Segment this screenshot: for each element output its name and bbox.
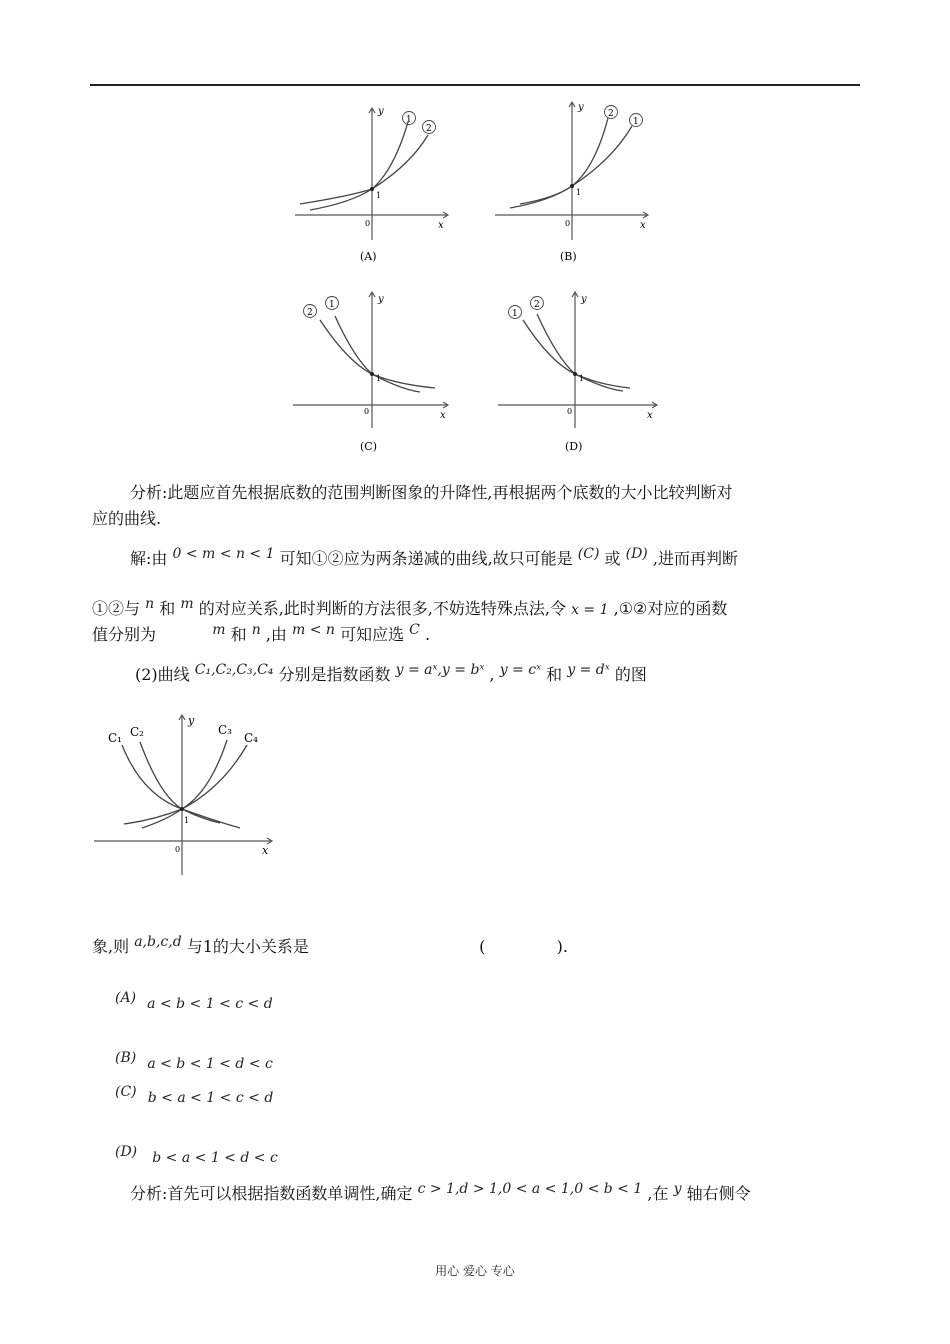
graph-caption: (D) — [565, 440, 583, 453]
or-text: 或 — [604, 549, 621, 568]
option-expr: b < a < 1 < d < c — [152, 1150, 278, 1166]
origin-label: 0 — [365, 219, 371, 228]
answer-blank: ( ). — [479, 937, 568, 956]
graph-a — [290, 100, 460, 270]
graph-caption: (A) — [360, 250, 377, 263]
graph-four-curves — [92, 710, 282, 882]
func-expr: y = aˣ,y = bˣ — [395, 662, 485, 678]
text-span: ,由 — [265, 625, 287, 644]
text-span: 象,则 — [92, 937, 130, 956]
text-span: 与1的大小关系是 — [186, 937, 309, 956]
curves-expr: C₁,C₂,C₃,C₄ — [194, 662, 274, 678]
condition-expr: c > 1,d > 1,0 < a < 1,0 < b < 1 — [417, 1181, 643, 1197]
option-label: (B) — [115, 1050, 137, 1066]
option-d-ref: (D) — [625, 546, 648, 562]
text-span: 和 — [546, 665, 563, 684]
graph-caption: (C) — [360, 440, 377, 453]
svg-text:y: y — [378, 294, 384, 305]
option-a — [115, 992, 273, 1015]
option-expr: a < b < 1 < c < d — [147, 996, 273, 1012]
svg-text:1: 1 — [579, 374, 585, 383]
option-label: (D) — [115, 1144, 138, 1160]
var-y: y — [673, 1181, 682, 1197]
svg-text:2: 2 — [534, 300, 540, 310]
y-axis-label: y — [188, 714, 195, 727]
svg-text:0: 0 — [565, 219, 571, 228]
text-span: ,在 — [647, 1184, 669, 1203]
curve-label-2: 2 — [426, 124, 432, 134]
svg-text:x: x — [647, 410, 653, 421]
text-span: 分析:首先可以根据指数函数单调性,确定 — [130, 1184, 413, 1203]
option-b — [115, 1052, 273, 1075]
text-span: 和 — [159, 599, 176, 618]
svg-text:y: y — [581, 294, 587, 305]
text-span: 和 — [230, 625, 247, 644]
x-axis-label: x — [438, 220, 444, 231]
text-span: , — [489, 665, 495, 684]
origin-label: 0 — [175, 845, 181, 854]
option-label: (C) — [115, 1084, 137, 1100]
comparison-expr: m < n — [292, 622, 335, 638]
svg-text:y: y — [578, 102, 584, 113]
solution-mid: 可知①②应为两条递减的曲线,故只可能是 — [279, 549, 573, 568]
svg-text:1: 1 — [376, 374, 382, 383]
curve-label-c1: C₁ — [108, 731, 122, 745]
text-span: (2)曲线 — [135, 665, 190, 684]
svg-text:0: 0 — [567, 407, 573, 416]
curve-label-1: 1 — [633, 117, 639, 127]
values-line — [92, 624, 430, 647]
svg-text:1: 1 — [576, 188, 582, 197]
analysis-line-2: 应的曲线. — [92, 509, 162, 528]
var-m: m — [212, 622, 226, 638]
text-span: 可知应选 — [340, 625, 405, 644]
graph-caption: (B) — [560, 250, 577, 263]
svg-text:x: x — [640, 220, 646, 231]
svg-text:1: 1 — [329, 300, 335, 310]
x-axis-label: x — [262, 844, 269, 857]
svg-text:2: 2 — [307, 308, 313, 318]
vars-expr: a,b,c,d — [134, 934, 182, 950]
svg-text:0: 0 — [364, 407, 370, 416]
svg-text:1: 1 — [406, 115, 412, 125]
text-span: 值分别为 — [92, 625, 157, 644]
solution-suffix: ,进而再判断 — [652, 549, 738, 568]
text-span: 的对应关系,此时判断的方法很多,不妨选特殊点法,令 — [198, 599, 566, 618]
question-2-line-2 — [92, 936, 568, 959]
option-expr: b < a < 1 < c < d — [147, 1090, 274, 1106]
question-2-line — [135, 664, 647, 687]
func-expr: y = cˣ — [499, 662, 542, 678]
text-span: . — [424, 625, 431, 644]
option-c-ref: (C) — [577, 546, 600, 562]
one-label: 1 — [376, 191, 382, 200]
var-n: n — [145, 596, 155, 612]
option-label: (A) — [115, 990, 137, 1006]
option-expr: a < b < 1 < d < c — [147, 1056, 273, 1072]
text-span: 的图 — [614, 665, 647, 684]
x-equals-1: x = 1 — [571, 602, 609, 618]
y-axis-label: y — [378, 106, 384, 117]
var-m: m — [180, 596, 194, 612]
var-n: n — [251, 622, 261, 638]
svg-text:x: x — [440, 410, 446, 421]
relation-line — [92, 598, 727, 621]
analysis-line-1: 分析:此题应首先根据底数的范围判断图象的升降性,再根据两个底数的大小比较判断对 — [130, 483, 733, 502]
curve-label-2: 2 — [608, 109, 614, 119]
one-label: 1 — [184, 816, 190, 825]
svg-text:1: 1 — [512, 309, 518, 319]
solution-line — [130, 548, 738, 571]
func-expr: y = dˣ — [567, 662, 610, 678]
graph-c — [290, 288, 460, 460]
text-span: 分别是指数函数 — [278, 665, 391, 684]
graph-d — [495, 288, 665, 460]
header-rule — [90, 84, 860, 86]
analysis-2-line — [130, 1183, 751, 1206]
option-d — [115, 1146, 278, 1169]
page-footer: 用心 爱心 专心 — [435, 1264, 515, 1278]
text-span: 轴右侧令 — [686, 1184, 751, 1203]
answer-c: C — [409, 622, 420, 638]
curve-label-c4: C₄ — [244, 731, 258, 745]
solution-prefix: 解:由 — [130, 549, 168, 568]
text-span: ,①②对应的函数 — [613, 599, 728, 618]
condition-expr: 0 < m < n < 1 — [172, 546, 275, 562]
curve-label-c3: C₃ — [218, 723, 232, 737]
graph-b — [490, 100, 660, 270]
curve-label-c2: C₂ — [130, 725, 144, 739]
option-c — [115, 1086, 273, 1109]
text-span: ①②与 — [92, 599, 141, 618]
